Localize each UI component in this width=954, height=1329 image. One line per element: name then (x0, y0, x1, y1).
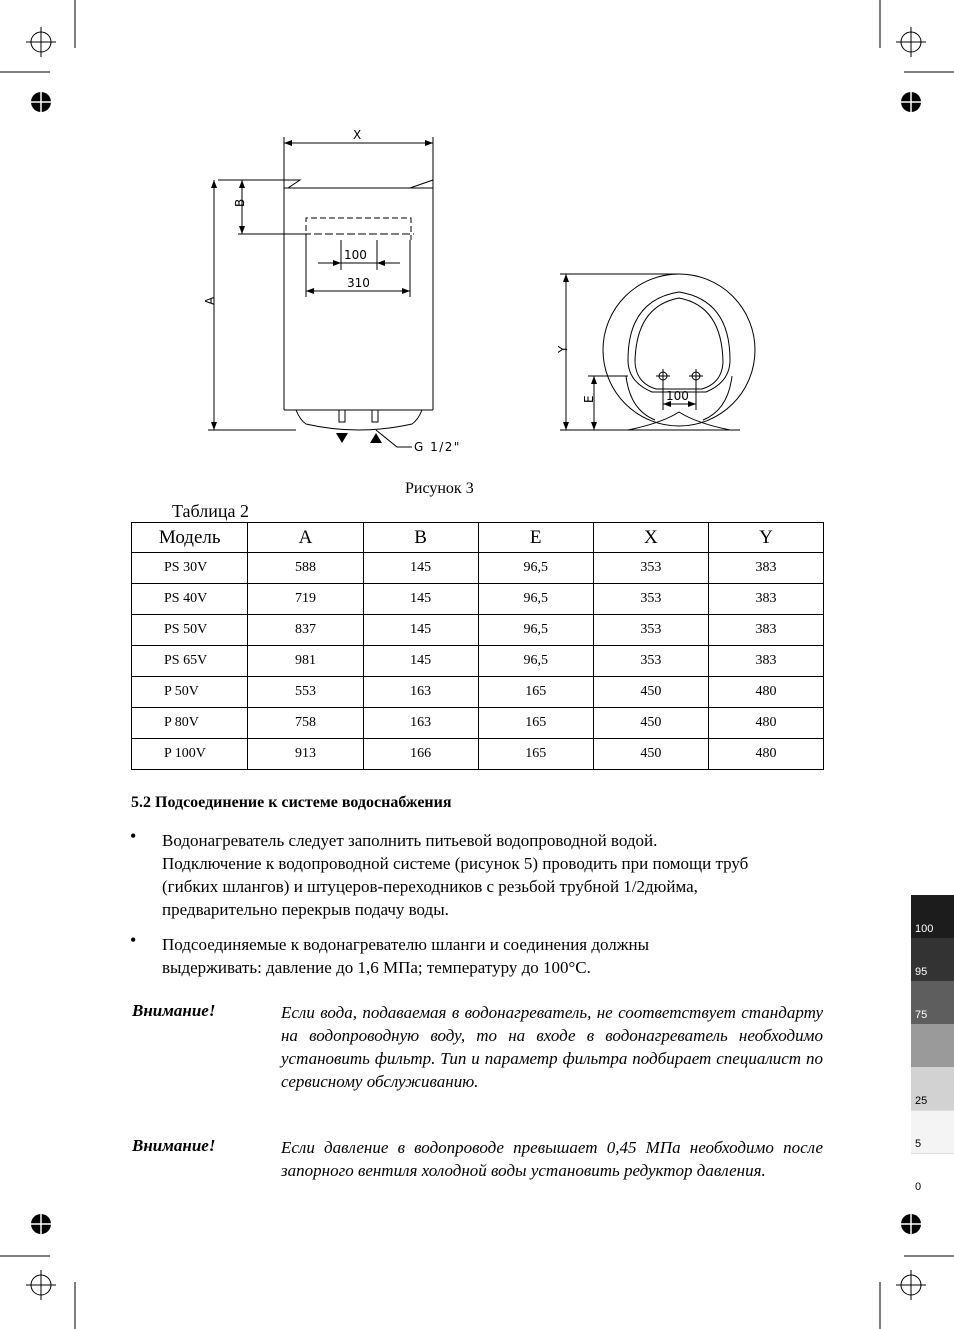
cell-x: 450 (593, 708, 708, 739)
cell-b: 163 (363, 708, 478, 739)
table-row (132, 584, 824, 615)
header-e: E (478, 523, 593, 553)
cell-y: 383 (708, 615, 823, 646)
cell-e: 96,5 (478, 584, 593, 615)
cell-e: 96,5 (478, 646, 593, 677)
warning-label: Внимание! (132, 1136, 216, 1155)
warning-label: Внимание! (132, 1001, 216, 1020)
table-row (132, 615, 824, 646)
bullet-icon: • (130, 930, 137, 950)
bullet-paragraph (162, 829, 832, 921)
cell-e: 165 (478, 708, 593, 739)
tab-label: 5 (915, 1138, 922, 1150)
cell-x: 353 (593, 553, 708, 584)
tab-label: 75 (915, 1009, 928, 1021)
cell-model: PS 40V (132, 584, 248, 615)
cell-a: 981 (248, 646, 363, 677)
color-tab (911, 1153, 954, 1196)
color-tab (911, 1024, 954, 1067)
cell-y: 480 (708, 739, 823, 770)
table-header-row (132, 523, 824, 553)
label-y: Y (556, 345, 570, 353)
bullet-paragraph (162, 933, 832, 979)
cell-a: 588 (248, 553, 363, 584)
header-y: Y (708, 523, 823, 553)
header-model: Модель (132, 523, 248, 553)
paragraph-line: выдерживать: давление до 1,6 МПа; температуру до 100°С. (162, 958, 591, 977)
paragraph-line: Водонагреватель следует заполнить питьевой водопроводной водой. (162, 831, 658, 850)
warning-text: Если давление в водопроводе превышает 0,45 МПа необходимо после запорного вентиля холодной воды установить редуктор давления. (281, 1138, 823, 1180)
header-b: B (363, 523, 478, 553)
label-dim-100-front: 100 (344, 248, 367, 262)
cell-e: 96,5 (478, 553, 593, 584)
cell-a: 758 (248, 708, 363, 739)
color-tab (911, 895, 954, 938)
cell-a: 913 (248, 739, 363, 770)
label-dim-310: 310 (347, 276, 370, 290)
paragraph-line: предварительно перекрыв подачу воды. (162, 900, 449, 919)
cell-b: 166 (363, 739, 478, 770)
cell-b: 145 (363, 615, 478, 646)
registration-target-icon (26, 1270, 56, 1300)
cell-e: 165 (478, 677, 593, 708)
color-tab (911, 938, 954, 981)
cell-model: P 50V (132, 677, 248, 708)
cell-model: PS 50V (132, 615, 248, 646)
dimensions-table (131, 522, 824, 770)
side-view-outer (603, 274, 755, 426)
cell-b: 145 (363, 646, 478, 677)
bullet-icon: • (130, 826, 137, 846)
table-row (132, 708, 824, 739)
tab-label: 100 (915, 923, 934, 935)
figure-caption: Рисунок 3 (405, 480, 474, 497)
table-row (132, 553, 824, 584)
paragraph-line: Подсоединяемые к водонагревателю шланги и соединения должны (162, 935, 650, 954)
cell-a: 837 (248, 615, 363, 646)
color-tab (911, 981, 954, 1024)
paragraph-line: Подключение к водопроводной системе (рисунок 5) проводить при помощи труб (162, 854, 749, 873)
tab-label: 95 (915, 966, 928, 978)
label-b: B (233, 198, 247, 207)
registration-dot-icon (31, 1214, 51, 1234)
cell-b: 163 (363, 677, 478, 708)
table-row (132, 646, 824, 677)
label-e: E (582, 395, 596, 403)
cell-y: 480 (708, 708, 823, 739)
color-control-strip (911, 895, 954, 1196)
cell-a: 719 (248, 584, 363, 615)
cell-x: 450 (593, 677, 708, 708)
label-x: X (353, 128, 362, 142)
water-heater-drawing (0, 0, 954, 500)
label-dim-100-side: 100 (666, 389, 689, 403)
cell-e: 96,5 (478, 615, 593, 646)
label-thread: G 1/2" (414, 440, 461, 454)
cell-model: PS 30V (132, 553, 248, 584)
cell-x: 353 (593, 646, 708, 677)
cell-b: 145 (363, 584, 478, 615)
cell-y: 383 (708, 584, 823, 615)
cell-model: P 80V (132, 708, 248, 739)
table-title: Таблица 2 (172, 501, 249, 521)
section-heading: 5.2 Подсоединение к системе водоснабжения (131, 794, 452, 811)
registration-target-icon (896, 1270, 926, 1300)
inlet-arrow-icon (336, 433, 348, 443)
tab-label: 0 (915, 1181, 922, 1193)
warning-text: Если вода, подаваемая в водонагреватель, не соответствует стандарту на водопроводную воду, то на входе в водонагреватель необходимо установить фильтр. Тип и параметр фильтра подбирает специалист по сервисному обслуживанию. (281, 1003, 823, 1091)
color-tab (911, 1067, 954, 1110)
cell-y: 480 (708, 677, 823, 708)
cell-model: PS 65V (132, 646, 248, 677)
cell-y: 383 (708, 553, 823, 584)
label-a: A (203, 296, 217, 305)
cell-a: 553 (248, 677, 363, 708)
cell-x: 450 (593, 739, 708, 770)
paragraph-line: (гибких шлангов) и штуцеров-переходников с резьбой трубной 1/2дюйма, (162, 877, 698, 896)
cell-y: 383 (708, 646, 823, 677)
outlet-arrow-icon (370, 433, 382, 443)
cell-x: 353 (593, 615, 708, 646)
header-a: A (248, 523, 363, 553)
registration-dot-icon (901, 1214, 921, 1234)
cell-model: P 100V (132, 739, 248, 770)
table-row (132, 739, 824, 770)
header-x: X (593, 523, 708, 553)
table-row (132, 677, 824, 708)
cell-e: 165 (478, 739, 593, 770)
color-tab (911, 1110, 954, 1153)
cell-x: 353 (593, 584, 708, 615)
tab-label: 25 (915, 1095, 928, 1107)
cell-b: 145 (363, 553, 478, 584)
